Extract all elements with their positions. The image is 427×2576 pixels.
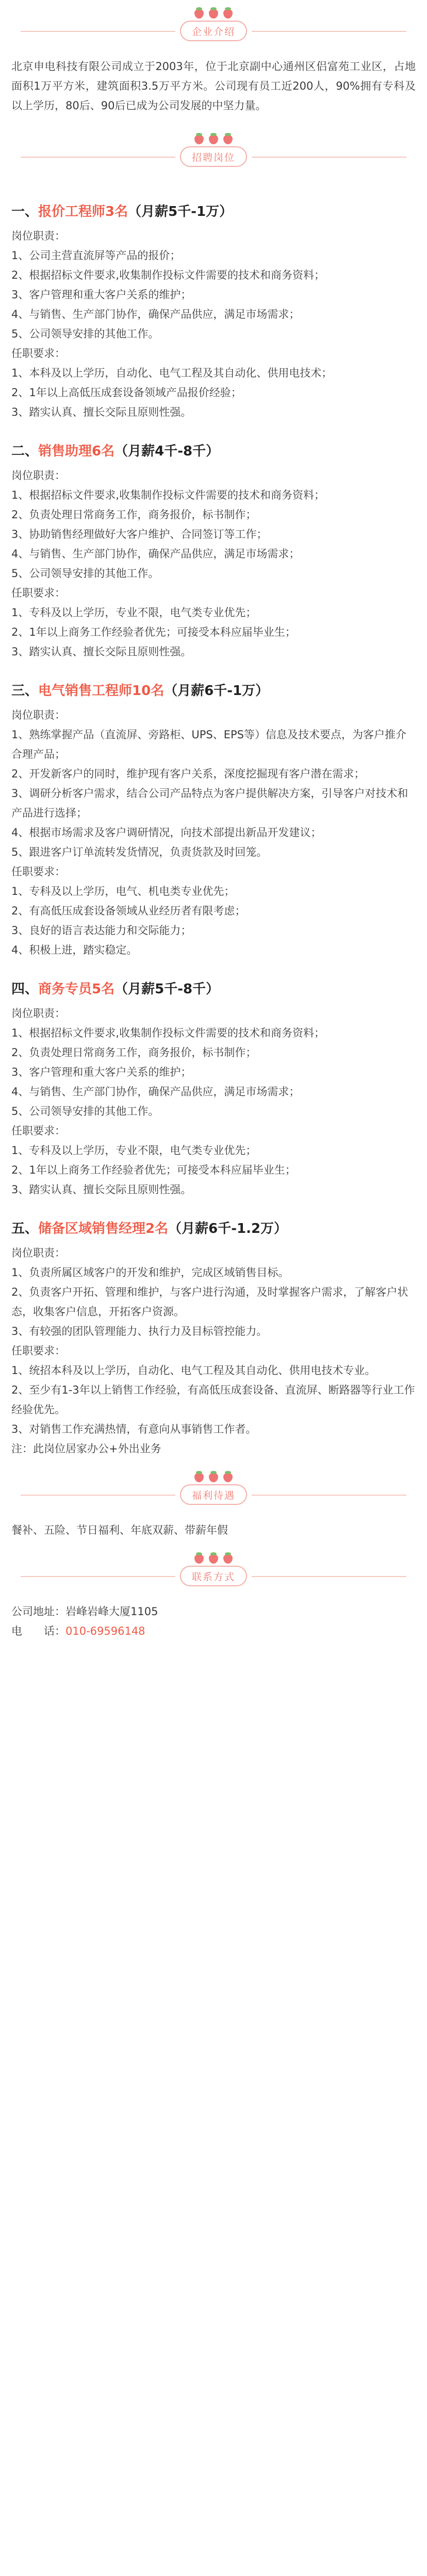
job-detail-line: 2、有高低压成套设备领域从业经历者有限考虑； — [11, 905, 246, 917]
job-section — [0, 680, 427, 960]
job-title — [11, 1218, 416, 1237]
job-detail-line: 岗位职责： — [11, 469, 65, 482]
job-detail-line: 4、积极上进，踏实稳定。 — [11, 944, 138, 956]
section-banner-jobs — [0, 126, 427, 182]
address-value: 岩峰岩峰大厦1105 — [65, 1605, 158, 1618]
strawberry-decoration — [0, 133, 427, 144]
job-detail-line: 2、开发新客户的同时，维护现有客户关系，深度挖掘现有客户潜在需求； — [11, 768, 365, 780]
job-name: 销售助理6名 — [38, 444, 115, 459]
job-salary: （月薪6千-1.2万） — [168, 1221, 288, 1236]
job-detail-line: 岗位职责： — [11, 1247, 65, 1259]
job-salary: （月薪5千-1万） — [128, 204, 233, 219]
divider-line — [21, 1495, 175, 1496]
section-title: 招聘岗位 — [180, 146, 247, 167]
job-detail-line: 2、负责处理日常商务工作，商务报价，标书制作； — [11, 509, 257, 521]
section-banner-intro — [0, 0, 427, 57]
job-detail-line: 5、公司领导安排的其他工作。 — [11, 328, 159, 340]
job-detail-line: 2、1年以上高低压成套设备领域产品报价经验； — [11, 386, 242, 399]
job-detail-line: 4、根据市场需求及客户调研情况，向技术部提出新品开发建议； — [11, 826, 322, 839]
intro-paragraph: 北京申电科技有限公司成立于2003年，位于北京副中心通州区侣富苑工业区，占地面积1万平方米，建筑面积3.5万平方米。公司现有员工近200人，90%拥有专科及以上学历，80后、90后已成为公司发展的中坚力量。 — [11, 60, 416, 112]
strawberry-decoration — [0, 7, 427, 19]
strawberry-icon — [208, 7, 219, 19]
job-number: 三、 — [11, 683, 39, 699]
strawberry-icon — [223, 1552, 233, 1564]
strawberry-icon — [223, 7, 233, 19]
job-salary: （月薪5千-8千） — [114, 981, 220, 997]
job-number: 四、 — [11, 981, 39, 997]
job-salary: （月薪4千-8千） — [114, 444, 220, 459]
job-name: 电气销售工程师10名 — [38, 683, 165, 699]
job-detail-line: 2、负责客户开拓、管理和维护，与客户进行沟通，及时掌握客户需求，了解客户状态，收集客户信息，开拓客户资源。 — [11, 1286, 408, 1318]
job-section — [0, 1218, 427, 1459]
job-detail-line: 岗位职责： — [11, 230, 65, 242]
job-detail-line: 1、公司主营直流屏等产品的报价； — [11, 249, 181, 262]
job-detail-line: 1、熟练掌握产品（直流屏、旁路柜、UPS、EPS等）信息及技术要点，为客户推介合理产品； — [11, 728, 406, 760]
job-name: 商务专员5名 — [38, 981, 115, 997]
job-name: 储备区域销售经理2名 — [38, 1221, 169, 1236]
strawberry-icon — [208, 1471, 219, 1482]
job-detail-line: 1、统招本科及以上学历，自动化、电气工程及其自动化、供用电技术专业。 — [11, 1364, 376, 1377]
job-number: 二、 — [11, 444, 39, 459]
divider-line — [252, 1495, 406, 1496]
job-detail-line: 2、负责处理日常商务工作，商务报价，标书制作； — [11, 1046, 257, 1059]
job-detail-line: 1、根据招标文件要求,收集制作投标文件需要的技术和商务资料； — [11, 489, 325, 501]
job-detail-line: 3、踏实认真、擅长交际且原则性强。 — [11, 406, 192, 418]
divider-line — [252, 157, 406, 158]
job-detail-line: 5、跟进客户订单流转发货情况，负责货款及时回笼。 — [11, 846, 268, 858]
job-detail-line: 任职要求： — [11, 1345, 65, 1357]
job-section — [0, 978, 427, 1199]
job-detail-line: 5、公司领导安排的其他工作。 — [11, 1105, 159, 1117]
job-section — [0, 201, 427, 422]
job-detail-line: 3、客户管理和重大客户关系的维护； — [11, 1066, 192, 1078]
strawberry-icon — [223, 133, 233, 144]
job-detail-line: 2、至少有1-3年以上销售工作经验，有高低压成套设备、直流屏、断路器等行业工作经验优先。 — [11, 1384, 415, 1416]
job-detail-line: 1、负责所属区域客户的开发和维护，完成区域销售目标。 — [11, 1266, 289, 1279]
job-detail-line: 1、本科及以上学历，自动化、电气工程及其自动化、供用电技术； — [11, 367, 333, 379]
divider-line — [21, 31, 175, 32]
phone-label: 电 话： — [11, 1625, 65, 1637]
job-detail-line: 1、专科及以上学历，专业不限，电气类专业优先； — [11, 1144, 257, 1157]
divider-line — [252, 31, 406, 32]
job-detail-line: 3、踏实认真、擅长交际且原则性强。 — [11, 646, 192, 658]
strawberry-icon — [223, 1471, 233, 1482]
section-title: 联系方式 — [180, 1566, 247, 1586]
job-title — [11, 201, 416, 220]
job-salary: （月薪6千-1万） — [164, 683, 269, 699]
job-title — [11, 440, 416, 460]
job-detail-line: 任职要求： — [11, 587, 65, 599]
job-detail-line: 2、1年以上商务工作经验者优先；可接受本科应届毕业生； — [11, 1164, 296, 1176]
divider-line — [21, 1576, 175, 1577]
section-title: 福利待遇 — [180, 1484, 247, 1505]
job-detail-line: 3、踏实认真、擅长交际且原则性强。 — [11, 1183, 192, 1196]
phone-value[interactable]: 010-69596148 — [65, 1625, 145, 1637]
job-detail-line: 注：此岗位居家办公+外出业务 — [11, 1443, 161, 1455]
job-detail-line: 2、1年以上商务工作经验者优先；可接受本科应届毕业生； — [11, 626, 296, 638]
job-detail-line: 任职要求： — [11, 866, 65, 878]
job-detail-line: 1、专科及以上学历，电气、机电类专业优先； — [11, 885, 235, 897]
strawberry-icon — [194, 7, 204, 19]
job-list — [0, 201, 427, 1459]
job-detail-line: 2、根据招标文件要求,收集制作投标文件需要的技术和商务资料； — [11, 269, 325, 281]
contact-address — [11, 1602, 416, 1621]
section-title: 企业介绍 — [180, 21, 247, 41]
job-number: 一、 — [11, 204, 39, 219]
strawberry-icon — [208, 1552, 219, 1564]
strawberry-decoration — [0, 1471, 427, 1482]
job-detail-line: 1、专科及以上学历，专业不限，电气类专业优先； — [11, 606, 257, 619]
strawberry-icon — [194, 1552, 204, 1564]
job-detail-line: 4、与销售、生产部门协作，确保产品供应，满足市场需求； — [11, 548, 300, 560]
job-detail-line: 3、对销售工作充满热情，有意向从事销售工作者。 — [11, 1423, 257, 1435]
job-detail-line: 3、调研分析客户需求，结合公司产品特点为客户提供解决方案，引导客户对技术和产品进行选择； — [11, 787, 408, 819]
job-title — [11, 680, 416, 699]
section-banner-contact — [0, 1545, 427, 1602]
job-name: 报价工程师3名 — [38, 204, 128, 219]
divider-line — [252, 1576, 406, 1577]
job-detail-line: 3、客户管理和重大客户关系的维护； — [11, 289, 192, 301]
job-section — [0, 440, 427, 662]
job-detail-line: 5、公司领导安排的其他工作。 — [11, 567, 159, 580]
address-label: 公司地址： — [11, 1605, 65, 1618]
strawberry-icon — [194, 133, 204, 144]
contact-phone — [11, 1621, 416, 1641]
job-title — [11, 978, 416, 997]
strawberry-icon — [208, 133, 219, 144]
job-detail-line: 4、与销售、生产部门协作，确保产品供应，满足市场需求； — [11, 1086, 300, 1098]
job-detail-line: 岗位职责： — [11, 1007, 65, 1020]
strawberry-icon — [194, 1471, 204, 1482]
job-detail-line: 3、协助销售经理做好大客户维护、合同签订等工作； — [11, 528, 268, 540]
job-detail-line: 1、根据招标文件要求,收集制作投标文件需要的技术和商务资料； — [11, 1027, 325, 1039]
job-detail-line: 3、有较强的团队管理能力、执行力及目标管控能力。 — [11, 1325, 268, 1337]
job-number: 五、 — [11, 1221, 39, 1236]
job-detail-line: 任职要求： — [11, 1125, 65, 1137]
welfare-text: 餐补、五险、节日福利、年底双薪、带薪年假 — [11, 1524, 228, 1536]
section-banner-welfare — [0, 1464, 427, 1520]
job-detail-line: 3、良好的语言表达能力和交际能力； — [11, 924, 192, 937]
strawberry-decoration — [0, 1552, 427, 1564]
job-detail-line: 任职要求： — [11, 347, 65, 360]
job-detail-line: 岗位职责： — [11, 709, 65, 721]
divider-line — [21, 157, 175, 158]
job-detail-line: 4、与销售、生产部门协作，确保产品供应，满足市场需求； — [11, 308, 300, 320]
